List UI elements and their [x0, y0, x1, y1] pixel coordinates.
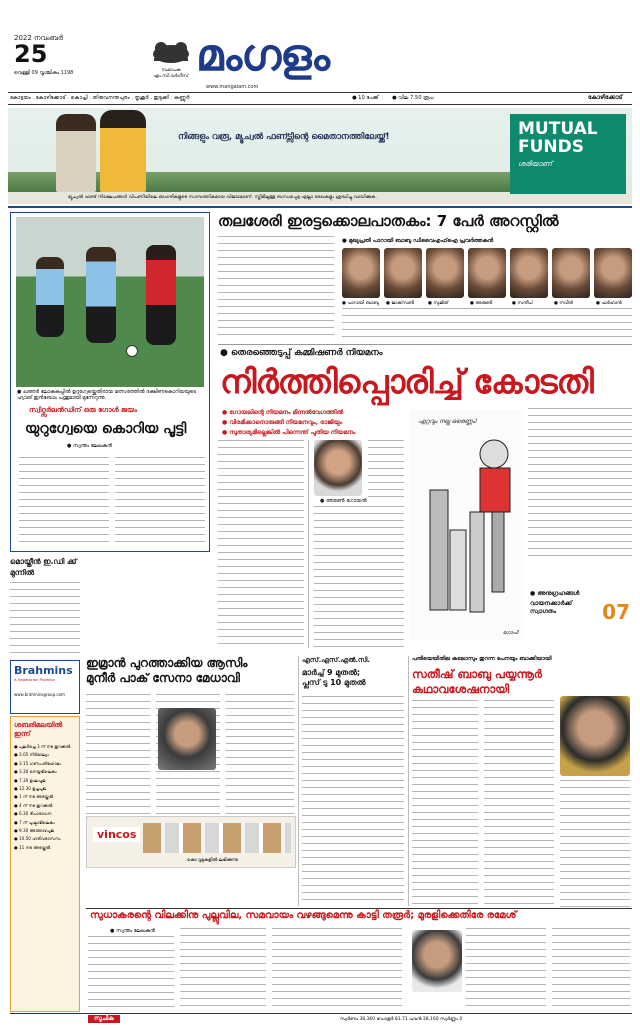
- sabarimala-item: ● 3.15 ഗണപതിഹോമം: [14, 760, 61, 766]
- election-bullet-2: ● വിരമിക്കാനൊരുങ്ങി നിയമനവും, രാജിയും: [222, 419, 343, 426]
- election-bullet-1: ● ഗോയലിന്റെ നിയമനം മിന്നൽവേഗത്തിൽ: [222, 409, 344, 416]
- ad-headline: നിങ്ങളും വരൂ, മ്യൂച്വൽ ഫണ്ട്സിന്റെ മൈതാനത്തിലേയ്ക്ക്!: [178, 132, 390, 142]
- sslc-kicker: എസ്.എസ്.എൽ.സി.: [302, 656, 370, 664]
- obituary-headline-2: കഥാവശേഷനായി: [412, 682, 510, 696]
- brahmins-ad[interactable]: [10, 660, 80, 714]
- sslc-line1: മാർച്ച് 9 മുതൽ;: [302, 668, 361, 677]
- sabarimala-item: ● 9.30 അത്താഴപൂജ: [14, 828, 54, 834]
- accused-photo-1: [342, 248, 380, 298]
- tharoor-photo: [412, 930, 462, 992]
- today-sub: വായനക്കാർക്ക് സ്വാഗതം: [530, 600, 573, 615]
- accused-name-4: ● അരുൺ: [470, 301, 493, 306]
- accused-photo-7: [594, 248, 632, 298]
- sabarimala-item: ● 7.30 ഉഷഃപൂജ: [14, 777, 46, 783]
- sabarimala-item: ● 10.50 ഹരിവരാസനം: [14, 836, 61, 842]
- brahmins-url: www.brahminsgroup.com: [14, 692, 65, 697]
- goel-photo: [314, 440, 362, 496]
- pakistan-story: [86, 656, 296, 906]
- brahmins-brand: Brahmins: [14, 664, 73, 677]
- footer-index: സൂചിക: [88, 1015, 120, 1023]
- ad-player-photo-2: [100, 110, 146, 192]
- emblem-text: സ്ഥാപക എം.സി.വർഗീസ്: [153, 68, 189, 79]
- election-story: [218, 344, 632, 652]
- emblem: [148, 36, 194, 78]
- sslc-line2: പ്ലസ് ടു 10 മുതൽ: [302, 678, 366, 687]
- edition-name: കോഴിക്കോട്: [588, 94, 623, 101]
- ad-brand-tag: ശരിയാണ്: [518, 160, 552, 168]
- brahmins-tag: A Vegetarian Promise: [14, 677, 55, 682]
- footer-bar: [10, 1013, 632, 1025]
- vincos-caption: ഷോ റൂമുകളിൽ ലഭിക്കുന്നു: [187, 858, 238, 863]
- elephant-emblem-icon: [148, 36, 194, 64]
- obituary-kicker: പതിയെയിതില കടലാസും തുറന്ന പേനയും ബാക്കിയായി: [412, 656, 552, 662]
- sports-byline: ● സ്വന്തം ലേഖകൻ: [67, 443, 112, 449]
- sports-kicker: സ്വിറ്റ്സർലൻഡിന് ഒരു ഗോൾ ജയം: [29, 406, 138, 414]
- cartoon-label: ഏറ്റവും നല്ല ഒരെണ്ണം!: [418, 418, 478, 425]
- pakistan-headline-2: മുനീർ പാക് സേനാ മേധാവി: [86, 671, 240, 685]
- sabarimala-item: ● 12.30 ഉച്ചപൂജ: [14, 786, 47, 792]
- today-label: ● അനുഗ്രഹങ്ങൾ: [530, 590, 580, 597]
- sslc-story: [302, 656, 404, 906]
- player-red: [146, 245, 176, 345]
- cartoon: [410, 410, 524, 640]
- election-bullet-3: ● സുതാര്യമില്ലെങ്കിൽ പിന്നെന്ത് പുതിയ നിയമനം: [222, 429, 356, 436]
- thalassery-photo-caption: ● മുഖ്യപ്രതി പാറായി ബാബു ഡിവൈഎഫ്ഐ പ്രവർത്തകൻ: [342, 238, 494, 244]
- sabarimala-item: ● 1 ന് നട അടയ്ക്കൽ: [14, 794, 54, 800]
- accused-photo-4: [468, 248, 506, 298]
- accused-name-5: ● സന്ദീപ്: [512, 301, 533, 306]
- accused-photo-2: [384, 248, 422, 298]
- thalassery-headline: തലശേരി ഇരട്ടക്കൊലപാതകം: 7 പേർ അറസ്റ്റിൽ: [218, 212, 559, 230]
- bottom-headline: സുധാകരന്റെ വിലക്കിനു പുല്ലുവില, സമവായം വഴങ്ങുമെന്നു കാട്ടി തരൂർ; മുരളിക്കെതിരേ രമേശ്: [90, 910, 517, 921]
- page-count: ● 10 പേജ്: [352, 95, 379, 101]
- thalassery-story: [218, 212, 632, 340]
- pakistan-headline-1: ഇമ്രാൻ പുറത്താക്കിയ ആസിം: [86, 656, 248, 670]
- munir-photo: [158, 708, 216, 770]
- sabarimala-item: ● പുലർച്ചെ 3 ന് നട തുറക്കൽ: [14, 744, 71, 749]
- ad-disclaimer: മ്യൂച്വൽ ഫണ്ട് നിക്ഷേപങ്ങൾ വിപണിയിലെ ഓഹരികളുടെ സാമ്പത്തികമായ വിജയമാണ്. സ്കീമിലുള്ള ബന്ധപ്പെട്ട എല്ലാ രേഖകളും ശ്രദ്ധിച്ചു വായിക്കുക.: [68, 195, 377, 200]
- football-ball: [126, 345, 138, 357]
- date-year: 2022 നവംബർ: [14, 34, 63, 42]
- mutual-fund-ad[interactable]: [8, 108, 632, 204]
- sabarimala-item: ● 3.30 നെയ്യഭിഷേകം: [14, 769, 57, 775]
- election-headline: നിർത്തിപ്പൊരിച്ച് കോടതി: [220, 362, 593, 401]
- accused-name-2: ● ജാക്‌സൺ: [386, 301, 415, 306]
- accused-photo-5: [510, 248, 548, 298]
- player-blue-2: [86, 247, 116, 343]
- goel-photo-caption: ● അരുൺ ഗോയൽ: [320, 498, 367, 504]
- sabarimala-item: ● 11 നട അടയ്ക്കൽ: [14, 844, 51, 850]
- accused-photos: [342, 248, 632, 306]
- ad-brand-line2: FUNDS: [518, 137, 584, 157]
- date-day: 25: [14, 40, 48, 68]
- today-box: [530, 590, 632, 634]
- sabarimala-items: [11, 743, 79, 852]
- sabarimala-item: ● 3.05 നിർമാല്യം: [14, 752, 49, 758]
- sabarimala-item: ● 7 ന് പുഷ്പാഭിഷേകം: [14, 819, 55, 825]
- sports-photo-caption: ● ഖത്തർ ലോകകപ്പിൽ ഉറുഗ്വേയ്ക്കെതിരായ മത്സരത്തിൽ ദക്ഷിണകൊറിയയുടെ ഹ്വാങ് ഇൻബോം പന്തുമായി മുന്നേറുന്നു.: [17, 389, 197, 401]
- masthead: [0, 0, 640, 118]
- accused-photo-3: [426, 248, 464, 298]
- ad-player-photo-1: [56, 114, 96, 192]
- accused-name-6: ● നവീൻ: [554, 301, 573, 306]
- date-line: വെള്ളി 09 വൃശ്ചികം 1198: [14, 70, 74, 76]
- football-photo: [16, 217, 204, 387]
- vincos-ad[interactable]: [86, 816, 296, 868]
- player-blue-1: [36, 257, 64, 337]
- bottom-byline: ● സ്വന്തം ലേഖകൻ: [110, 928, 155, 934]
- sabarimala-title: ശബരിമലയിൽ ഇന്ന്: [14, 721, 63, 738]
- accused-name-1: ● പാറായി ബാബു: [342, 301, 379, 306]
- ad-brand-box: [510, 114, 626, 194]
- sports-headline: യുറുഗ്വേയെ കൊറിയ പൂട്ടി: [25, 421, 187, 437]
- ad-brand-line1: MUTUAL: [518, 119, 598, 139]
- footer-numbers: സ്വർണം 38,360 ഡോളർ 81.71 പവൻ 38,160 സ്വർണ്ണം 0: [340, 1017, 463, 1022]
- today-number: 07: [602, 600, 630, 624]
- accused-name-3: ● സുജിത്: [428, 301, 449, 306]
- sabarimala-item: ● 6.30 ദീപാരാധന: [14, 811, 52, 817]
- price: ● വില 7.50 രൂപ: [392, 95, 434, 101]
- obituary-headline-1: സതീഷ് ബാബു പയ്യന്നൂർ: [412, 667, 542, 681]
- cartoon-drawing-icon: [410, 430, 524, 630]
- moideen-title: മൊയ്തീൻ ഇ.ഡി ക്ക് മുന്നിൽ: [10, 557, 77, 577]
- sathish-babu-photo: [560, 696, 630, 776]
- cartoon-signature: ഗോപി: [502, 630, 518, 636]
- vincos-brand: vincos: [93, 827, 140, 842]
- sabarimala-box: [10, 716, 80, 1012]
- newspaper-logo: മംഗളം: [196, 30, 329, 81]
- left-column: [10, 556, 80, 1012]
- vincos-products: [143, 823, 291, 853]
- obituary-story: [412, 656, 632, 908]
- editions: കോട്ടയം . കോഴിക്കോട് . കൊച്ചി . തിരുവനന്തപുരം . തൃശൂർ . ഇടുക്കി . കണ്ണൂർ: [10, 95, 190, 101]
- sabarimala-item: ● 4 ന് നട തുറക്കൽ: [14, 802, 53, 808]
- election-kicker: ● തെരഞ്ഞെടുപ്പ് കമ്മിഷണർ നിയമനം: [220, 348, 383, 358]
- sports-story: [10, 212, 210, 552]
- website-url: www.mangalam.com: [206, 84, 259, 90]
- accused-name-7: ● ഫർഹാൻ: [596, 301, 622, 306]
- election-bullets: [222, 408, 412, 438]
- accused-photo-6: [552, 248, 590, 298]
